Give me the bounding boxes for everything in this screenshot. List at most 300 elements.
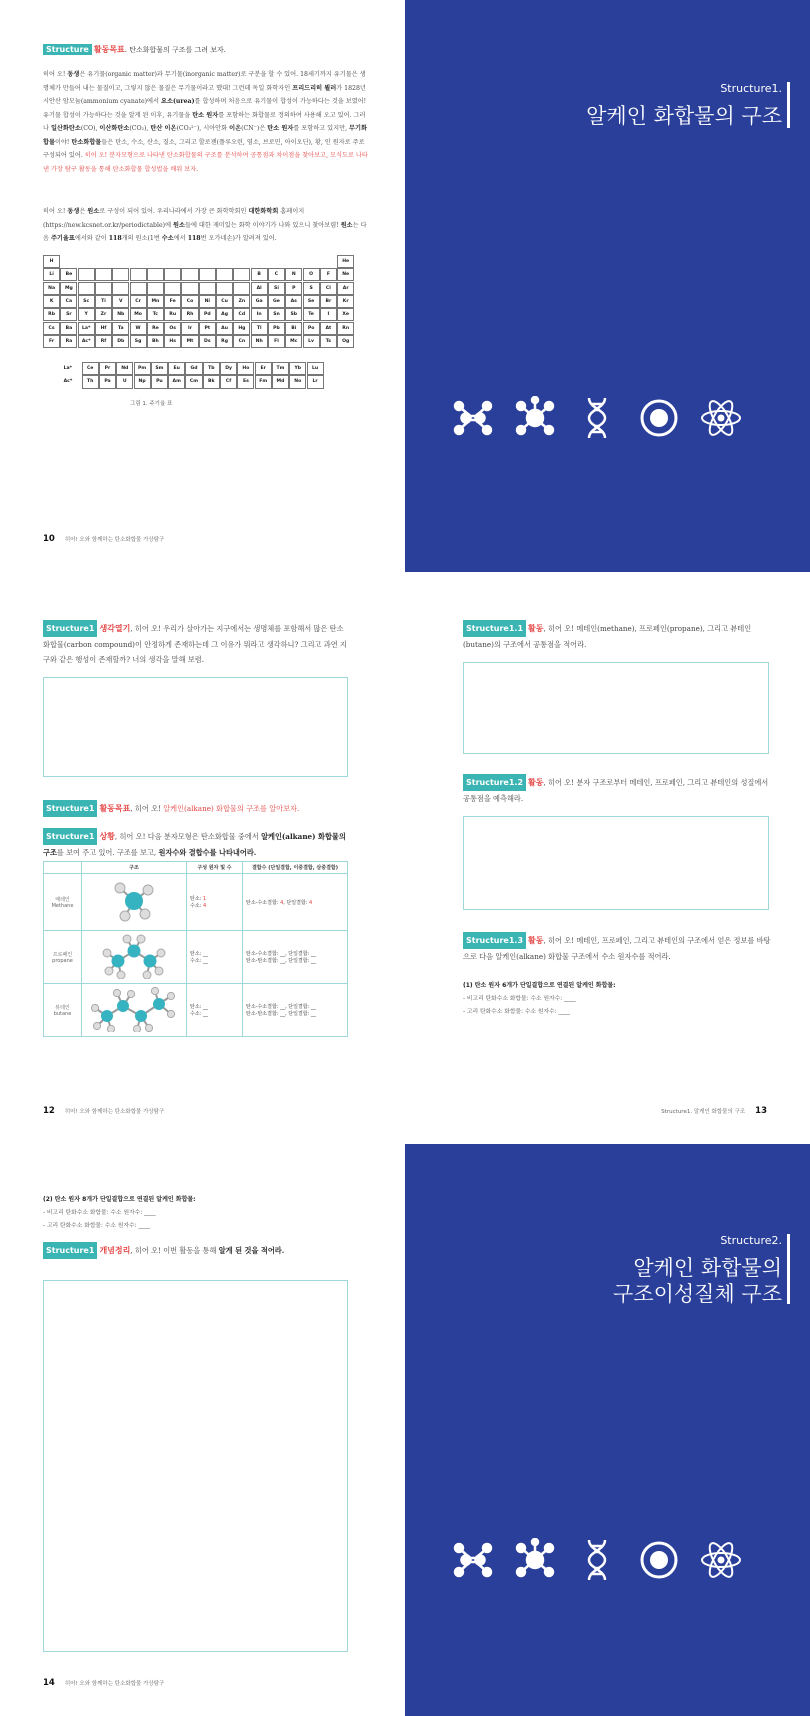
bond-label: 탄소-수소결합: bbox=[246, 951, 281, 957]
element-cell: Nh bbox=[251, 335, 268, 348]
element-cell: Md bbox=[272, 375, 289, 388]
bond-value[interactable]: __ bbox=[310, 958, 316, 964]
element-cell: Br bbox=[320, 295, 337, 308]
element-cell bbox=[130, 282, 147, 295]
icon-row bbox=[451, 1538, 743, 1582]
element-cell: Be bbox=[60, 268, 77, 281]
text-run: 동생 bbox=[67, 71, 80, 78]
element-cell: Te bbox=[303, 308, 320, 321]
element-cell: Mg bbox=[60, 282, 77, 295]
element-cell: Po bbox=[303, 322, 320, 335]
element-cell: Kr bbox=[337, 295, 354, 308]
text-run: 일산화탄소 bbox=[50, 125, 81, 132]
element-cell bbox=[216, 282, 233, 295]
text-run: 무기화합물 bbox=[43, 125, 367, 146]
question-1: (1) 탄소 원자 6개가 단일결합으로 연결된 알케인 화합물: bbox=[463, 982, 616, 989]
text-run: 히어 오! bbox=[43, 208, 68, 215]
activity-text: , 히어 오! 메테인, 프로페인, 그리고 뷰테인의 구조에서 얻은 정보를 바탕으로 다음 알케인(alkane) 화합물 구조에서 수소 원자수를 적어라. bbox=[463, 936, 771, 961]
element-cell: Ti bbox=[95, 295, 112, 308]
bond-label: , 단일결합: bbox=[285, 958, 311, 964]
element-cell bbox=[95, 282, 112, 295]
element-cell: Sm bbox=[151, 362, 168, 375]
element-cell: Og bbox=[337, 335, 354, 348]
element-cell: Rh bbox=[181, 308, 198, 321]
text-run: 이온 bbox=[229, 125, 242, 132]
goal-label: 활동목표 bbox=[93, 45, 125, 54]
structure-tag: Structure1.1 bbox=[463, 620, 526, 637]
text-run: 는 다음 bbox=[43, 221, 367, 242]
text-run: 탄소 원자 bbox=[267, 125, 294, 132]
page-footer bbox=[43, 1678, 164, 1688]
summary-label: 개념정리 bbox=[99, 1246, 131, 1255]
text-run: (CN⁻)은 bbox=[241, 125, 268, 132]
element-cell: Li bbox=[43, 268, 60, 281]
molecule-name: 메테인 Methane bbox=[44, 874, 82, 931]
element-cell: Ta bbox=[112, 322, 129, 335]
page-13 bbox=[405, 572, 810, 1144]
hydrogen-value[interactable]: __ bbox=[202, 1011, 208, 1017]
element-cell: Si bbox=[268, 282, 285, 295]
situation-bold-1: 알케인(alkane) 화합물의 구조 bbox=[43, 832, 346, 857]
text-run: 118 bbox=[187, 235, 201, 242]
text-run: 에서 bbox=[173, 235, 188, 242]
summary-pre: , 히어 오! 이번 활동을 통해 bbox=[130, 1246, 219, 1255]
element-cell: Ds bbox=[199, 335, 216, 348]
bond-label: 탄소-수소결합: bbox=[246, 899, 281, 906]
element-cell: Er bbox=[255, 362, 272, 375]
structure-tag: Structure1.3 bbox=[463, 932, 526, 949]
atom-icon bbox=[699, 1538, 743, 1582]
hydrogen-label: 수소: bbox=[190, 958, 203, 964]
question-1b[interactable]: - 고리 탄화수소 화합물: 수소 원자수: ____ bbox=[463, 1009, 571, 1015]
hydrogen-label: 수소: bbox=[190, 1011, 203, 1017]
element-cell bbox=[95, 268, 112, 281]
bond-label: , 단일결합: bbox=[285, 1011, 311, 1017]
element-cell: I bbox=[320, 308, 337, 321]
element-cell: Cm bbox=[185, 375, 202, 388]
element-cell: Zn bbox=[233, 295, 250, 308]
question-2a[interactable]: - 비고리 탄화수소 화합물: 수소 원자수: ____ bbox=[43, 1210, 156, 1216]
footer-text: 히어! 오와 함께하는 탄소화합물 가상탐구 bbox=[64, 537, 165, 543]
text-run: 원소 bbox=[173, 221, 185, 229]
element-cell: Pb bbox=[268, 322, 285, 335]
goal-label: 활동목표 bbox=[99, 804, 131, 813]
element-cell: Ar bbox=[337, 282, 354, 295]
structure-tag: Structure1 bbox=[43, 620, 97, 637]
situation-mid: 를 보여 주고 있어. 구조를 보고, bbox=[56, 848, 159, 857]
element-cell: Cr bbox=[130, 295, 147, 308]
bond-value[interactable]: __ bbox=[280, 1004, 286, 1010]
element-cell: Sb bbox=[285, 308, 302, 321]
chapter-label: Structure1. bbox=[720, 82, 782, 95]
activity-2-heading bbox=[463, 774, 773, 806]
table-row bbox=[44, 984, 348, 1037]
actinide-label: Ac* bbox=[63, 379, 73, 385]
element-cell: Ho bbox=[237, 362, 254, 375]
element-cell: Lu bbox=[307, 362, 324, 375]
element-cell: Rg bbox=[216, 335, 233, 348]
element-cell: Pt bbox=[199, 322, 216, 335]
chapter-title: 알케인 화합물의 구조 bbox=[586, 104, 782, 128]
header-cell: 구조 bbox=[82, 862, 187, 874]
element-cell: Mt bbox=[181, 335, 198, 348]
element-cell: Nd bbox=[116, 362, 133, 375]
page-14 bbox=[0, 1144, 405, 1716]
bond-count-cell bbox=[243, 984, 348, 1037]
element-cell bbox=[147, 282, 164, 295]
atom-count-cell bbox=[187, 931, 243, 984]
element-cell: Bk bbox=[203, 375, 220, 388]
text-run: 대한화학회 bbox=[248, 208, 279, 215]
goal-text: . 탄소화합물의 구조를 그려 보자. bbox=[124, 46, 227, 54]
element-cell: Cu bbox=[216, 295, 233, 308]
text-run: 원소 bbox=[340, 221, 353, 229]
hydrogen-label: 수소: bbox=[190, 903, 203, 909]
element-cell: Ru bbox=[164, 308, 181, 321]
activity-text: , 히어 오! 분자 구조로부터 메테인, 프로페인, 그리고 뷰테인의 성질에서 공통점을 예측해라. bbox=[463, 778, 769, 803]
text-run: 탄소 원자 bbox=[192, 111, 219, 119]
header-cell: 결합수 (단일결합, 이중결합, 삼중결합) bbox=[243, 862, 348, 874]
element-cell: Sn bbox=[268, 308, 285, 321]
element-cell: F bbox=[320, 268, 337, 281]
carbon-label: 탄소: bbox=[190, 1004, 203, 1010]
element-cell: At bbox=[320, 322, 337, 335]
bond-label: 탄소-탄소결합: bbox=[246, 1011, 281, 1017]
element-cell: Ag bbox=[216, 308, 233, 321]
element-cell bbox=[112, 268, 129, 281]
element-cell: B bbox=[251, 268, 268, 281]
text-run: 주기율표 bbox=[50, 235, 75, 242]
text-run: (CO₂), bbox=[129, 125, 151, 132]
table-row bbox=[44, 931, 348, 984]
carbon-value[interactable]: __ bbox=[202, 1004, 208, 1010]
element-cell: Th bbox=[82, 375, 99, 388]
element-paragraph bbox=[43, 205, 368, 246]
element-cell bbox=[78, 268, 95, 281]
element-cell bbox=[233, 282, 250, 295]
situation-bold-2: 원자수와 결합수를 나타내어라. bbox=[158, 848, 257, 857]
atom-count-cell bbox=[187, 984, 243, 1037]
bond-value: 4 bbox=[309, 899, 313, 906]
element-cell bbox=[181, 282, 198, 295]
element-cell: Sg bbox=[130, 335, 147, 348]
page-11 bbox=[405, 0, 810, 572]
element-cell: Mo bbox=[130, 308, 147, 321]
text-run: 이야! bbox=[54, 138, 72, 146]
activity-3-heading bbox=[463, 932, 773, 964]
element-cell: Bh bbox=[147, 335, 164, 348]
element-cell: Hs bbox=[164, 335, 181, 348]
element-cell: Pm bbox=[134, 362, 151, 375]
element-cell: U bbox=[116, 375, 133, 388]
text-run: 이산화탄소 bbox=[99, 125, 130, 132]
situation-heading bbox=[43, 828, 348, 860]
element-cell: Lv bbox=[303, 335, 320, 348]
element-cell: Yb bbox=[289, 362, 306, 375]
text-run: 요소(urea) bbox=[160, 98, 195, 105]
element-cell: H bbox=[43, 255, 60, 268]
chapter-title-line-2: 구조이성질체 구조 bbox=[613, 1282, 782, 1306]
element-cell: Ne bbox=[337, 268, 354, 281]
element-cell: Gd bbox=[185, 362, 202, 375]
element-cell: Lr bbox=[307, 375, 324, 388]
bond-label: , 단일결합: bbox=[285, 1004, 311, 1010]
carbon-label: 탄소: bbox=[190, 896, 203, 902]
structure-tag: Structure bbox=[43, 44, 92, 55]
bond-value[interactable]: __ bbox=[280, 951, 286, 957]
spread-3 bbox=[0, 1144, 810, 1716]
element-cell: Fe bbox=[164, 295, 181, 308]
atom-icon bbox=[699, 396, 743, 440]
element-cell: Mc bbox=[285, 335, 302, 348]
element-cell: Pr bbox=[99, 362, 116, 375]
element-cell bbox=[199, 282, 216, 295]
text-run: 홈페이지(https://new.kcsnet.or.kr/periodictable)에 bbox=[43, 208, 305, 229]
hydrogen-value: 4 bbox=[202, 903, 207, 909]
element-cell: Cs bbox=[43, 322, 60, 335]
element-cell: Ni bbox=[199, 295, 216, 308]
think-text: , 히어 오! 우리가 살아가는 지구에서는 생명체를 포함해서 많은 탄소화합물(carbon compound)이 안정하게 존재하는데 그 이유가 뭐라고 생각하니? 그리고 과연 지구와 같은 행성이 존재할까? 너의 생각을 말해 보렴. bbox=[43, 624, 347, 664]
element-cell: K bbox=[43, 295, 60, 308]
text-run: 탄소화합물 bbox=[71, 138, 102, 146]
bond-value[interactable]: __ bbox=[280, 958, 286, 964]
table-header bbox=[44, 862, 348, 874]
goal-heading bbox=[43, 800, 348, 817]
title-bar bbox=[787, 1234, 790, 1304]
figure-caption: 그림 1. 주기율 표 bbox=[130, 401, 173, 407]
text-run: 들에 대한 재미있는 화학 이야기가 나와 있으니 찾아보렴! bbox=[184, 221, 341, 229]
element-cell: Dy bbox=[220, 362, 237, 375]
element-cell: Db bbox=[112, 335, 129, 348]
bond-value[interactable]: __ bbox=[310, 1011, 316, 1017]
element-cell: Rn bbox=[337, 322, 354, 335]
element-cell: Nb bbox=[112, 308, 129, 321]
dna-icon bbox=[575, 1538, 619, 1582]
element-cell: C bbox=[268, 268, 285, 281]
element-cell: Sr bbox=[60, 308, 77, 321]
text-run: 에서와 같이 bbox=[74, 235, 109, 242]
header-cell bbox=[44, 862, 82, 874]
element-cell: Mn bbox=[147, 295, 164, 308]
activity-2-answer-box[interactable] bbox=[463, 816, 769, 910]
activity-1-heading bbox=[463, 620, 773, 652]
goal-pre: , 히어 오! bbox=[130, 804, 164, 813]
element-cell: Na bbox=[43, 282, 60, 295]
element-cell bbox=[130, 268, 147, 281]
element-cell: Os bbox=[164, 322, 181, 335]
footer-text: 히어! 오와 함께하는 탄소화합물 가상탐구 bbox=[64, 1681, 165, 1687]
situation-label: 상황 bbox=[99, 832, 115, 841]
goal-highlight: 알케인(alkane) 화합물의 구조를 알아보자. bbox=[163, 804, 300, 813]
element-cell: S bbox=[303, 282, 320, 295]
element-cell: Bi bbox=[285, 322, 302, 335]
element-cell: Y bbox=[78, 308, 95, 321]
element-cell: Fl bbox=[268, 335, 285, 348]
carbon-value[interactable]: __ bbox=[202, 951, 208, 957]
question-1a[interactable]: - 비고리 탄화수소 화합물: 수소 원자수: ____ bbox=[463, 996, 576, 1002]
summary-answer-box[interactable] bbox=[43, 1280, 348, 1652]
text-run: 번 오가네손)가 알려져 있어. bbox=[200, 235, 277, 242]
molecule-cluster-icon bbox=[513, 396, 557, 440]
structure-tag: Structure1 bbox=[43, 1242, 97, 1259]
element-cell: Tc bbox=[147, 308, 164, 321]
ethylene-molecule-icon bbox=[451, 396, 495, 440]
carbon-value: 1 bbox=[202, 896, 207, 902]
structure-tag: Structure1.2 bbox=[463, 774, 526, 791]
header-cell: 구성 원자 및 수 bbox=[187, 862, 243, 874]
element-cell bbox=[181, 268, 198, 281]
element-cell bbox=[164, 268, 181, 281]
element-cell: Ra bbox=[60, 335, 77, 348]
element-cell: V bbox=[112, 295, 129, 308]
hydrogen-value[interactable]: __ bbox=[202, 958, 208, 964]
bond-label: , 단일결합: bbox=[285, 951, 311, 957]
element-cell: La* bbox=[78, 322, 95, 335]
text-run: 히어 오! bbox=[43, 71, 68, 78]
activity-text: , 히어 오! 메테인(methane), 프로페인(propane), 그리고 뷰테인(butane)의 구조에서 공통점을 적어라. bbox=[463, 624, 752, 649]
dna-icon bbox=[575, 396, 619, 440]
activity-label: 활동 bbox=[528, 936, 544, 945]
page-footer bbox=[43, 534, 164, 544]
element-cell: Re bbox=[147, 322, 164, 335]
element-cell: He bbox=[337, 255, 354, 268]
spread-2 bbox=[0, 572, 810, 1144]
footer-text: Structure1. 알케인 화합물의 구조 bbox=[661, 1109, 746, 1115]
element-cell: Pu bbox=[151, 375, 168, 388]
lanthanide-label: La* bbox=[63, 366, 73, 372]
element-cell: Es bbox=[237, 375, 254, 388]
ethylene-molecule-icon bbox=[451, 1538, 495, 1582]
text-run: 를 포함하고 있지만, bbox=[293, 125, 350, 132]
element-cell: Ba bbox=[60, 322, 77, 335]
bond-count-cell bbox=[243, 931, 348, 984]
text-run: 를 포함하는 화합물로 정의하여 사용해 오고 있어. 그러나 bbox=[43, 111, 366, 132]
element-cell: Ca bbox=[60, 295, 77, 308]
element-cell: Au bbox=[216, 322, 233, 335]
molecule-cluster-icon bbox=[513, 1538, 557, 1582]
element-cell bbox=[216, 268, 233, 281]
think-answer-box[interactable] bbox=[43, 677, 348, 777]
element-cell: Ce bbox=[82, 362, 99, 375]
text-run: 동생 bbox=[67, 208, 80, 215]
intro-paragraph bbox=[43, 68, 368, 176]
element-cell: Rb bbox=[43, 308, 60, 321]
activity-1-answer-box[interactable] bbox=[463, 662, 769, 754]
page-number: 12 bbox=[43, 1106, 55, 1116]
page-15 bbox=[405, 1144, 810, 1716]
carbon-label: 탄소: bbox=[190, 951, 203, 957]
element-cell: Zr bbox=[95, 308, 112, 321]
element-cell: Cl bbox=[320, 282, 337, 295]
element-cell: Eu bbox=[168, 362, 185, 375]
element-cell: Pd bbox=[199, 308, 216, 321]
element-cell: Pa bbox=[99, 375, 116, 388]
text-run: 개의 원소(1번 bbox=[121, 235, 162, 242]
element-cell: Ga bbox=[251, 295, 268, 308]
question-2: (2) 탄소 원자 8개가 단일결합으로 연결된 알케인 화합물: bbox=[43, 1196, 196, 1203]
element-cell bbox=[233, 268, 250, 281]
activity-label: 활동 bbox=[528, 778, 544, 787]
text-run: (CO₃²⁻), 시아안화 bbox=[176, 125, 230, 132]
element-cell: Ge bbox=[268, 295, 285, 308]
text-run: 를 합성하며 처음으로 유기물이 합성이 가능하다는 것을 보였어! 유기물 합성이 가능하다는 것을 알게 된 이후, 유기물을 bbox=[43, 98, 367, 119]
element-cell bbox=[78, 282, 95, 295]
element-cell: Cf bbox=[220, 375, 237, 388]
element-cell: Xe bbox=[337, 308, 354, 321]
page-12 bbox=[0, 572, 405, 1144]
element-cell: Np bbox=[134, 375, 151, 388]
text-run: 가 1828년 시안산 암모늄(ammonium cyanate)에서 bbox=[43, 84, 366, 105]
bond-value[interactable]: __ bbox=[310, 1004, 316, 1010]
element-cell: Tl bbox=[251, 322, 268, 335]
bond-value[interactable]: __ bbox=[280, 1011, 286, 1017]
text-run: (CO), bbox=[80, 125, 100, 132]
structure-tag: Structure1 bbox=[43, 828, 97, 845]
element-cell: Am bbox=[168, 375, 185, 388]
orbit-ring-icon bbox=[637, 396, 681, 440]
page-footer bbox=[43, 1106, 164, 1116]
element-cell: Ir bbox=[181, 322, 198, 335]
element-cell: Fm bbox=[255, 375, 272, 388]
orbit-ring-icon bbox=[637, 1538, 681, 1582]
title-bar bbox=[787, 82, 790, 128]
chapter-title-line-1: 알케인 화합물의 bbox=[633, 1256, 782, 1280]
summary-bold: 알게 된 것을 적어라. bbox=[218, 1246, 285, 1255]
element-cell: Hg bbox=[233, 322, 250, 335]
structure-tag: Structure1 bbox=[43, 800, 97, 817]
activity-label: 활동 bbox=[528, 624, 544, 633]
element-cell: Cn bbox=[233, 335, 250, 348]
butane-model bbox=[82, 984, 187, 1037]
text-run: 들은 탄소, 수소, 산소, 질소, 그리고 할로젠(플루오린, 염소, 브로민, 아이오딘), 황, 인 원자로 주로 구성되어 있어. bbox=[43, 138, 365, 159]
atom-count-cell bbox=[187, 874, 243, 931]
text-run: 118 bbox=[108, 235, 122, 242]
bond-value: 4 bbox=[280, 899, 284, 906]
element-cell: Rf bbox=[95, 335, 112, 348]
element-cell: In bbox=[251, 308, 268, 321]
methane-model bbox=[82, 874, 187, 931]
element-cell: Co bbox=[181, 295, 198, 308]
bond-label: , 단일결합: bbox=[283, 899, 310, 906]
element-cell: Sc bbox=[78, 295, 95, 308]
element-cell: Hf bbox=[95, 322, 112, 335]
element-cell bbox=[112, 282, 129, 295]
element-cell bbox=[147, 268, 164, 281]
element-cell: Se bbox=[303, 295, 320, 308]
propane-model bbox=[82, 931, 187, 984]
element-cell: Cd bbox=[233, 308, 250, 321]
element-cell: No bbox=[289, 375, 306, 388]
molecule-table bbox=[43, 861, 348, 1037]
element-cell: Ac* bbox=[78, 335, 95, 348]
element-cell: Tm bbox=[272, 362, 289, 375]
chapter-label: Structure2. bbox=[720, 1234, 782, 1247]
molecule-name: 뷰테인 butane bbox=[44, 984, 82, 1037]
element-cell: Ts bbox=[320, 335, 337, 348]
bond-label: 탄소-수소결합: bbox=[246, 1004, 281, 1010]
table-row bbox=[44, 874, 348, 931]
page-number: 14 bbox=[43, 1678, 55, 1688]
text-run: 프리드리히 뵐러 bbox=[292, 84, 337, 92]
think-heading bbox=[43, 620, 348, 667]
element-cell: Tb bbox=[203, 362, 220, 375]
question-2b[interactable]: - 고리 탄화수소 화합물: 수소 원자수: ____ bbox=[43, 1223, 151, 1229]
text-run: 로 구성이 되어 있어. 우리나라에서 가장 큰 화학학회인 bbox=[99, 208, 249, 215]
text-run: 히어 오! 분자모형으로 나타낸 탄소화합물의 구조를 분석하여 공통점과 차이점을 찾아보고, 모식도로 나타낸 가장 탐구 활동을 통해 탄소화합물 합성법을 배워 보자. bbox=[43, 152, 368, 173]
footer-text: 히어! 오와 함께하는 탄소화합물 가상탐구 bbox=[64, 1109, 165, 1115]
element-cell: P bbox=[285, 282, 302, 295]
bond-value[interactable]: __ bbox=[310, 951, 316, 957]
